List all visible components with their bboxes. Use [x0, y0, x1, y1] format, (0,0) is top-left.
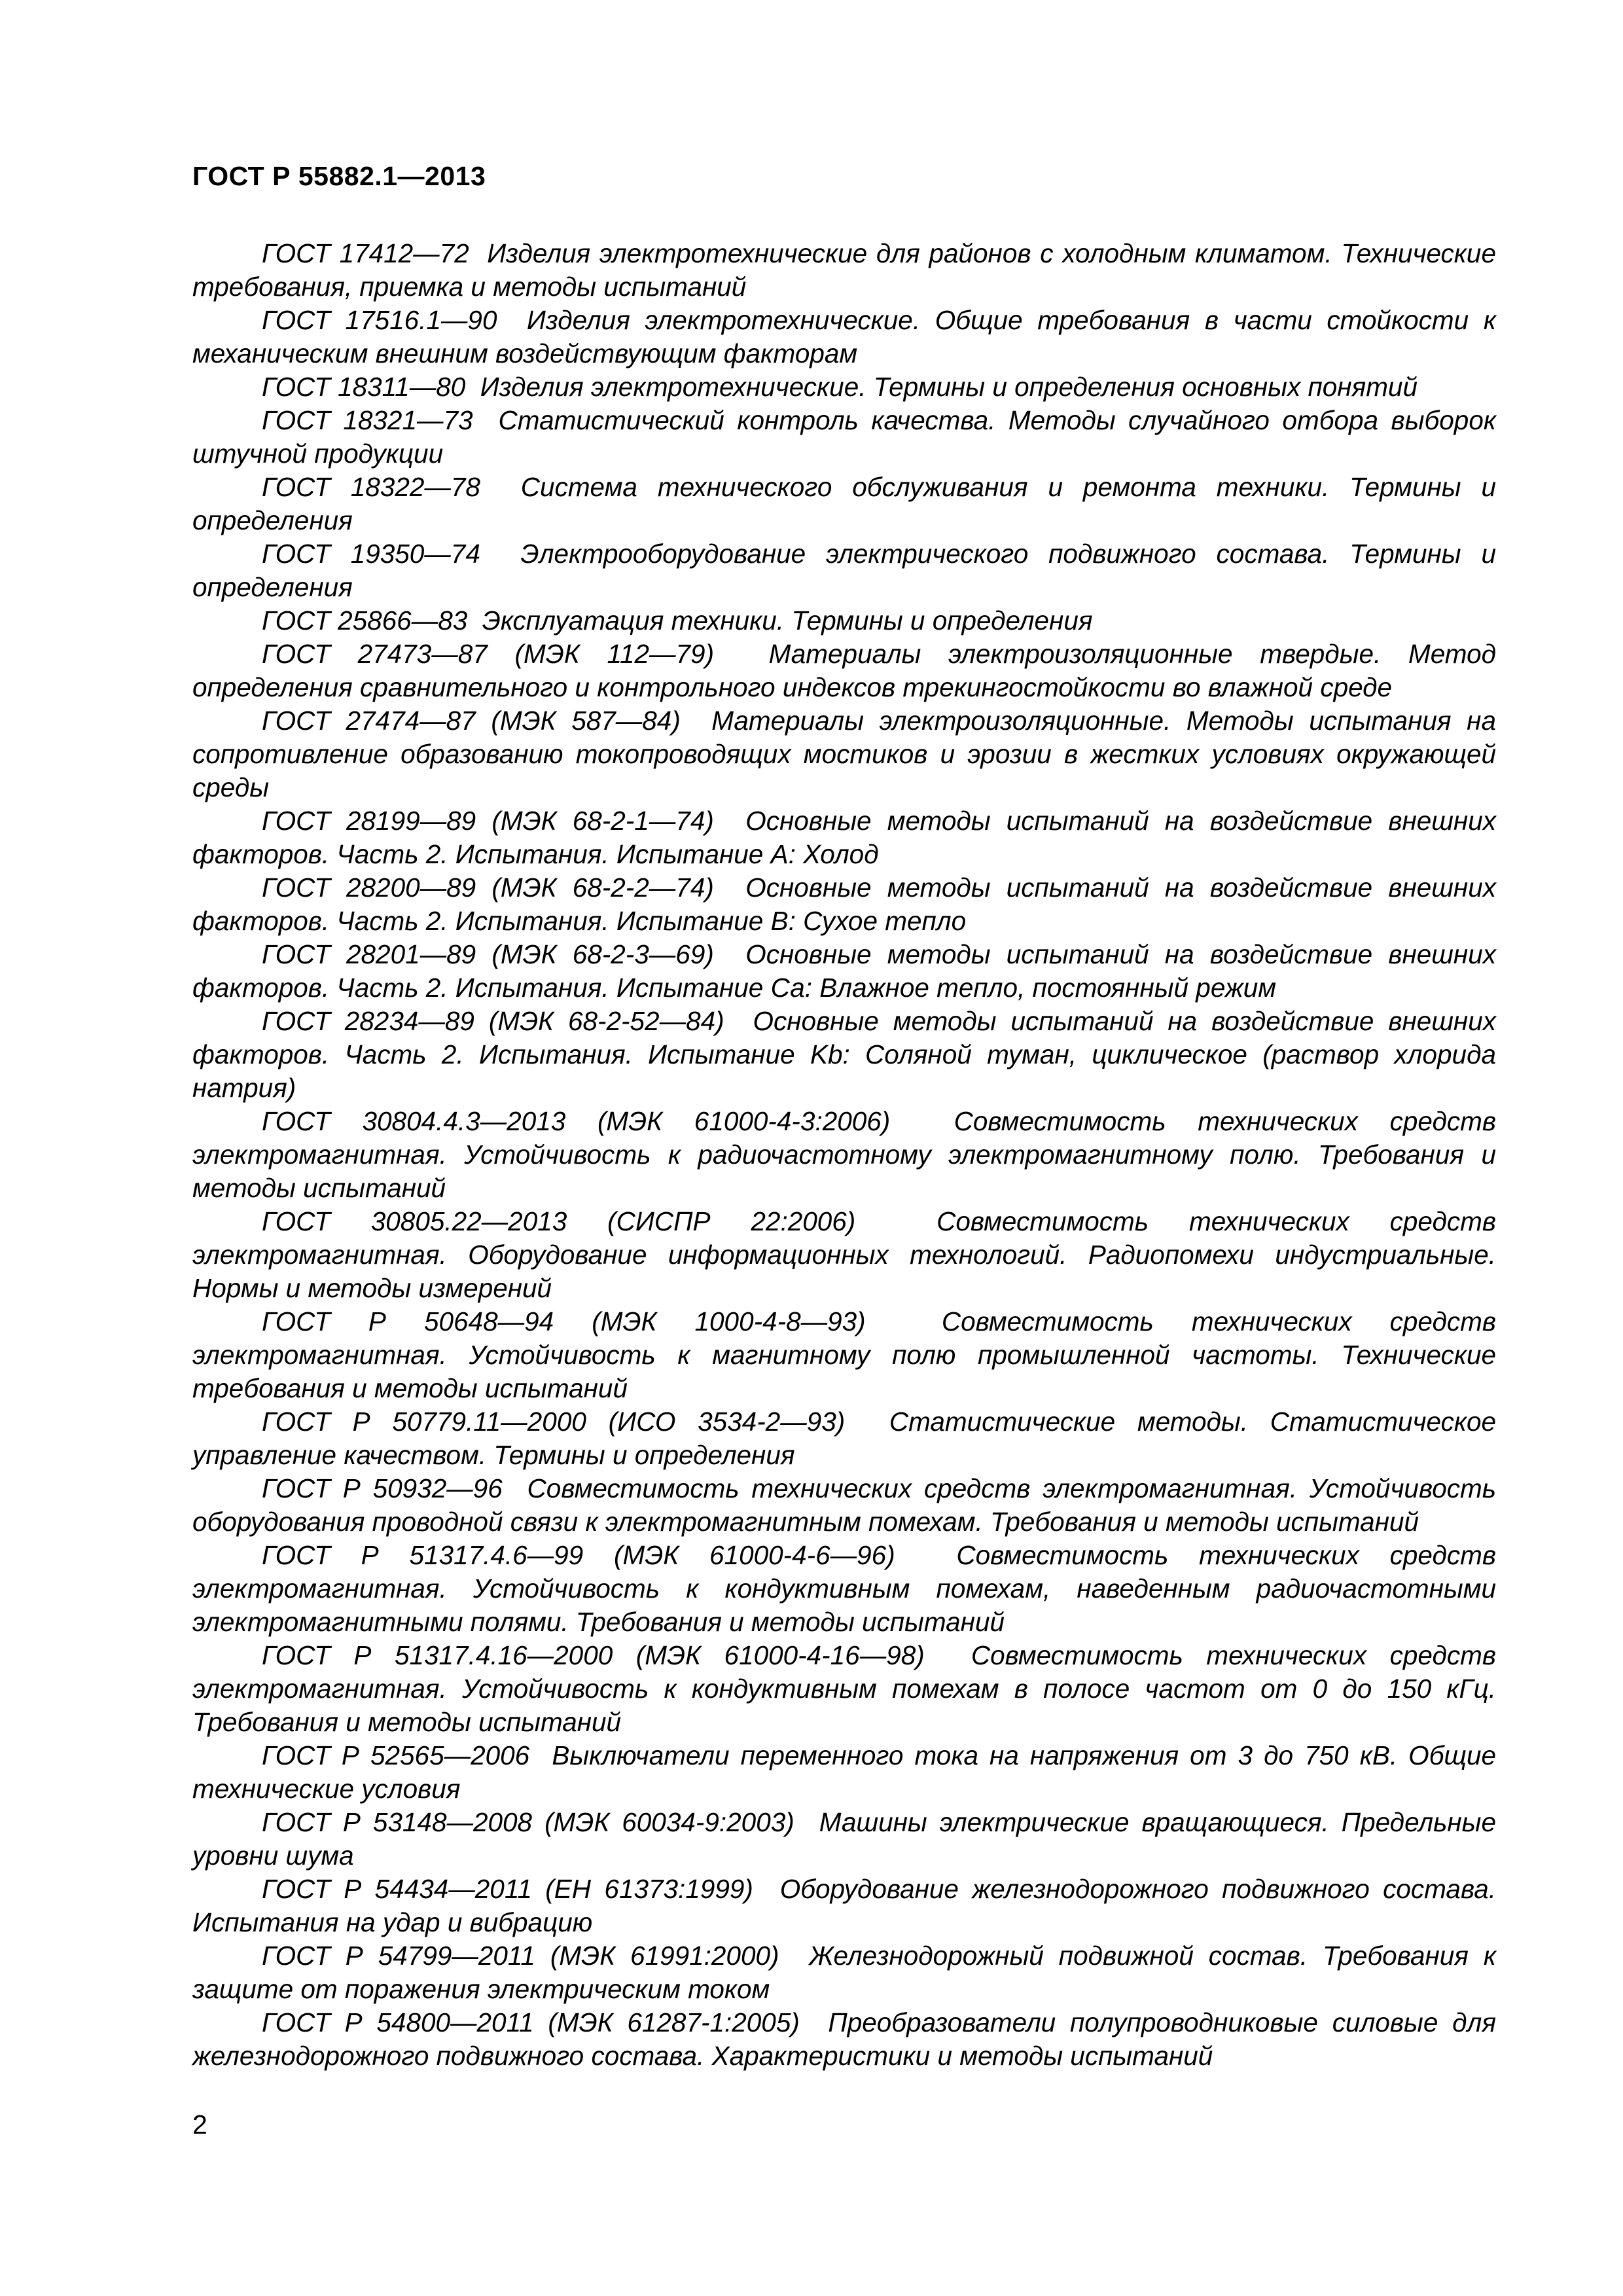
reference-title: Материалы электроизоляционные твердые. Метод определения сравнительного и контрольного индексов трекингостойкости во влажной среде	[192, 639, 1496, 702]
reference-item	[192, 938, 1496, 1005]
reference-item	[192, 1105, 1496, 1205]
reference-code: ГОСТ 30804.4.3—2013 (МЭК 61000-4-3:2006)	[262, 1106, 891, 1136]
reference-title: Выключатели переменного тока на напряжения от 3 до 750 кВ. Общие технические условия	[192, 1740, 1496, 1804]
reference-title: Электрооборудование электрического подвижного состава. Термины и определения	[192, 539, 1496, 602]
reference-item	[192, 537, 1496, 604]
reference-item	[192, 1472, 1496, 1539]
reference-title: Совместимость технических средств электромагнитная. Устойчивость к кондуктивным помехам, наведенным радиочастотными электромагнитными полями. Требования и методы испытаний	[192, 1540, 1496, 1637]
reference-title: Статистический контроль качества. Методы случайного отбора выборок штучной продукции	[192, 405, 1496, 469]
reference-title: Совместимость технических средств электромагнитная. Устойчивость к радиочастотному электромагнитному полю. Требования и методы испытаний	[192, 1106, 1496, 1203]
reference-item	[192, 2006, 1496, 2073]
reference-code: ГОСТ Р 54434—2011 (ЕН 61373:1999)	[262, 1874, 753, 1904]
reference-code: ГОСТ 25866—83	[262, 605, 468, 636]
reference-code: ГОСТ Р 51317.4.6—99 (МЭК 61000-4-6—96)	[262, 1540, 895, 1570]
reference-item	[192, 370, 1496, 404]
reference-title: Изделия электротехнические. Общие требования в части стойкости к механическим внешним воздействующим факторам	[192, 305, 1496, 368]
normative-references-list	[192, 237, 1496, 2073]
reference-code: ГОСТ 28200—89 (МЭК 68-2-2—74)	[262, 872, 714, 903]
reference-title: Изделия электротехнические. Термины и определения основных понятий	[480, 372, 1418, 402]
page-number: 2	[192, 2109, 207, 2140]
reference-code: ГОСТ Р 54800—2011 (МЭК 61287-1:2005)	[262, 2007, 800, 2037]
reference-title: Машины электрические вращающиеся. Предельные уровни шума	[192, 1807, 1496, 1871]
reference-item	[192, 1739, 1496, 1806]
reference-title: Материалы электроизоляционные. Методы испытания на сопротивление образованию токопроводящих мостиков и эрозии в жестких условиях окружающей среды	[192, 706, 1496, 802]
reference-code: ГОСТ 28234—89 (МЭК 68-2-52—84)	[262, 1006, 724, 1036]
reference-code: ГОСТ 19350—74	[262, 539, 480, 569]
reference-title: Основные методы испытаний на воздействие внешних факторов. Часть 2. Испытания. Испытание Kb: Соляной туман, циклическое (раствор хлорида натрия)	[192, 1006, 1496, 1103]
reference-code: ГОСТ Р 54799—2011 (МЭК 61991:2000)	[262, 1941, 779, 1971]
reference-item	[192, 637, 1496, 704]
reference-title: Основные методы испытаний на воздействие внешних факторов. Часть 2. Испытания. Испытание Са: Влажное тепло, постоянный режим	[192, 939, 1496, 1003]
document-header: ГОСТ Р 55882.1—2013	[192, 161, 486, 191]
reference-item	[192, 604, 1496, 637]
reference-title: Совместимость технических средств электромагнитная. Устойчивость к кондуктивным помехам в полосе частот от 0 до 150 кГц. Требования и методы испытаний	[192, 1640, 1496, 1737]
reference-title: Железнодорожный подвижной состав. Требования к защите от поражения электрическим током	[192, 1941, 1496, 2004]
reference-item	[192, 1939, 1496, 2006]
reference-code: ГОСТ Р 50648—94 (МЭК 1000-4-8—93)	[262, 1306, 866, 1336]
reference-code: ГОСТ 18321—73	[262, 405, 473, 435]
reference-code: ГОСТ Р 50779.11—2000 (ИСО 3534-2—93)	[262, 1407, 846, 1437]
reference-title: Совместимость технических средств электромагнитная. Устойчивость к магнитному полю промышленной частоты. Технические требования и методы испытаний	[192, 1306, 1496, 1403]
reference-code: ГОСТ Р 53148—2008 (МЭК 60034-9:2003)	[262, 1807, 794, 1837]
reference-title: Совместимость технических средств электромагнитная. Оборудование информационных технологий. Радиопомехи индустриальные. Нормы и методы измерений	[192, 1206, 1496, 1303]
reference-title: Основные методы испытаний на воздействие внешних факторов. Часть 2. Испытания. Испытание А: Холод	[192, 806, 1496, 869]
reference-item	[192, 1806, 1496, 1873]
reference-code: ГОСТ 27473—87 (МЭК 112—79)	[262, 639, 715, 669]
reference-code: ГОСТ Р 50932—96	[262, 1473, 503, 1503]
reference-code: ГОСТ 18311—80	[262, 372, 466, 402]
reference-code: ГОСТ 28199—89 (МЭК 68-2-1—74)	[262, 806, 714, 836]
reference-item	[192, 471, 1496, 537]
reference-code: ГОСТ 17412—72	[262, 238, 469, 268]
reference-code: ГОСТ Р 52565—2006	[262, 1740, 530, 1770]
reference-item	[192, 704, 1496, 804]
reference-title: Основные методы испытаний на воздействие внешних факторов. Часть 2. Испытания. Испытание В: Сухое тепло	[192, 872, 1496, 936]
reference-code: ГОСТ Р 51317.4.16—2000 (МЭК 61000-4-16—98)	[262, 1640, 925, 1670]
reference-item	[192, 1005, 1496, 1105]
reference-item	[192, 1205, 1496, 1305]
reference-code: ГОСТ 28201—89 (МЭК 68-2-3—69)	[262, 939, 714, 969]
reference-item	[192, 1873, 1496, 1939]
reference-item	[192, 1405, 1496, 1472]
reference-title: Совместимость технических средств электромагнитная. Устойчивость оборудования проводной связи к электромагнитным помехам. Требования и методы испытаний	[192, 1473, 1496, 1537]
reference-title: Эксплуатация техники. Термины и определения	[482, 605, 1093, 636]
reference-item	[192, 871, 1496, 938]
reference-title: Изделия электротехнические для районов с холодным климатом. Технические требования, приемка и методы испытаний	[192, 238, 1496, 302]
reference-title: Система технического обслуживания и ремонта техники. Термины и определения	[192, 472, 1496, 535]
reference-item	[192, 1539, 1496, 1639]
reference-title: Оборудование железнодорожного подвижного состава. Испытания на удар и вибрацию	[192, 1874, 1496, 1937]
reference-item	[192, 804, 1496, 871]
reference-item	[192, 1639, 1496, 1739]
reference-code: ГОСТ 27474—87 (МЭК 587—84)	[262, 706, 681, 736]
reference-code: ГОСТ 17516.1—90	[262, 305, 497, 335]
reference-item	[192, 304, 1496, 370]
reference-code: ГОСТ 30805.22—2013 (СИСПР 22:2006)	[262, 1206, 856, 1236]
reference-item	[192, 404, 1496, 471]
reference-item	[192, 1305, 1496, 1405]
reference-code: ГОСТ 18322—78	[262, 472, 480, 502]
reference-item	[192, 237, 1496, 304]
reference-title: Преобразователи полупроводниковые силовые для железнодорожного подвижного состава. Характеристики и методы испытаний	[192, 2007, 1496, 2071]
reference-title: Статистические методы. Статистическое управление качеством. Термины и определения	[192, 1407, 1497, 1470]
